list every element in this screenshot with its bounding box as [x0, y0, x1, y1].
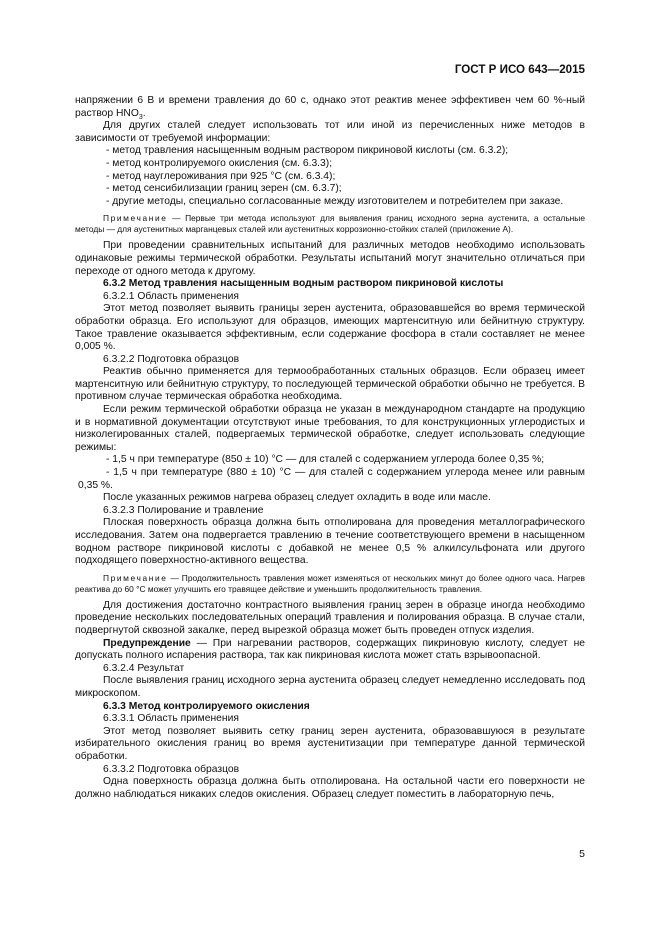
section-heading: 6.3.3 Метод контролируемого окисления — [103, 700, 310, 712]
subsection-heading: 6.3.2.2 Подготовка образцов — [103, 353, 240, 365]
paragraph: Этот метод позволяет выявить сетку границ зерен аустенита, образовавшуюся в результате избирательного окисления границ во время аустенитизации при температуре данной термической обработки. — [75, 725, 585, 762]
note: Примечание — Продолжительность травления может изменяться от нескольких минут до более одного часа. Нагрев реактива до 60 °С может улучшить его травящее действие и уменьшить продолжительность травления. — [75, 572, 585, 594]
section-heading: 6.3.2 Метод травления насыщенным водным раствором пикриновой кислоты — [103, 278, 504, 290]
paragraph: Если режим термической обработки образца не указан в международном стандарте на продукцию и в нормативной документации отсутствуют иные требования, то для конструкционных углеродистых и низколегированных сталей, подвергаемых термической обработке, следует использовать следующие режимы: — [75, 404, 585, 453]
page-number: 5 — [579, 848, 585, 860]
subsection-heading: 6.3.2.3 Полирование и травление — [103, 504, 264, 516]
paragraph: Для других сталей следует использовать тот или иной из перечисленных ниже методов в зависимости от требуемой информации: — [75, 120, 585, 144]
list-item: - метод сенсибилизации границ зерен (см. 6.3.7); — [106, 183, 342, 195]
standard-header: ГОСТ Р ИСО 643—2015 — [454, 63, 585, 76]
subsection-heading: 6.3.3.2 Подготовка образцов — [103, 763, 240, 775]
list-item: - 1,5 ч при температуре (850 ± 10) °С — для сталей с содержанием углерода более 0,35 %; — [106, 454, 545, 466]
subsection-heading: 6.3.2.1 Область применения — [103, 290, 239, 302]
paragraph: При проведении сравнительных испытаний для различных методов необходимо использовать одинаковые режимы термической обработки. Результаты испытаний могут значительно отличаться при переходе от одного метода к другому. — [75, 240, 585, 277]
list-item: - другие методы, специально согласованные между изготовителем и потребителем при заказе. — [106, 195, 564, 207]
list-item: - 1,5 ч при температуре (880 ± 10) °С — для сталей с содержанием углерода менее или равным 0,35 %. — [78, 467, 585, 491]
paragraph: После указанных режимов нагрева образец следует охладить в воде или масле. — [103, 492, 491, 504]
paragraph: Этот метод позволяет выявить границы зерен аустенита, образовавшейся во время термической обработки образца. Его используют для образцов, имеющих мартенситную или бейнитную структуру. Такое травление оказывается эффективным, если содержание фосфора в стали составляет не менее 0,005 %. — [75, 303, 585, 353]
document-body — [75, 95, 585, 801]
paragraph: После выявления границ исходного зерна аустенита образец следует немедленно исследовать под микроскопом. — [75, 675, 585, 699]
paragraph: Одна поверхность образца должна быть отполирована. На остальной части его поверхности не должно наблюдаться никаких следов окисления. Образец следует поместить в лабораторную печь, — [75, 776, 585, 800]
list-item: - метод науглероживания при 925 °С (см. 6.3.4); — [106, 170, 336, 182]
paragraph: Реактив обычно применяется для термообработанных стальных образцов. Если образец имеет мартенситную или бейнитную структуру, то последующей термической обработки обычно не требуется. В противном случае термическая обработка необходима. — [75, 366, 585, 403]
list-item: - метод травления насыщенным водным раствором пикриновой кислоты (см. 6.3.2); — [106, 145, 509, 157]
note: Примечание — Первые три метода используют для выявления границ исходного зерна аустенита, а остальные методы — для аустенитных марганцевых сталей или аустенитных коррозионно-стойких сталей (приложение А). — [75, 213, 585, 235]
subsection-heading: 6.3.2.4 Результат — [103, 662, 185, 674]
paragraph: напряжении 6 В и времени травления до 60 с, однако этот реактив менее эффективен чем 60 %-ный раствор $HNO_3$. — [75, 95, 585, 121]
paragraph: Для достижения достаточно контрастного выявления границ зерен в образце иногда необходимо проведение нескольких последовательных операций травления и полирования образца. В случае стали, подвергнутой сквозной закалке, перед вырезкой образца может быть проведен отпуск изделия. — [75, 599, 585, 636]
warning: Предупреждение — При нагревании растворов, содержащих пикриновую кислоту, следует не допускать полного испарения раствора, так как пикриновая кислота может стать взрывоопасной. — [75, 637, 585, 662]
subsection-heading: 6.3.3.1 Область применения — [103, 713, 239, 725]
list-item: - метод контролируемого окисления (см. 6.3.3); — [106, 157, 333, 169]
paragraph: Плоская поверхность образца должна быть отполирована для проведения металлографического исследования. Затем она подвергается травлению в течение соответствующего времени в насыщенном водном растворе пикриновой кислоты с добавкой не менее 0,5 % алкилсульфоната или другого подходящего поверхностно-активного вещества. — [75, 517, 585, 567]
